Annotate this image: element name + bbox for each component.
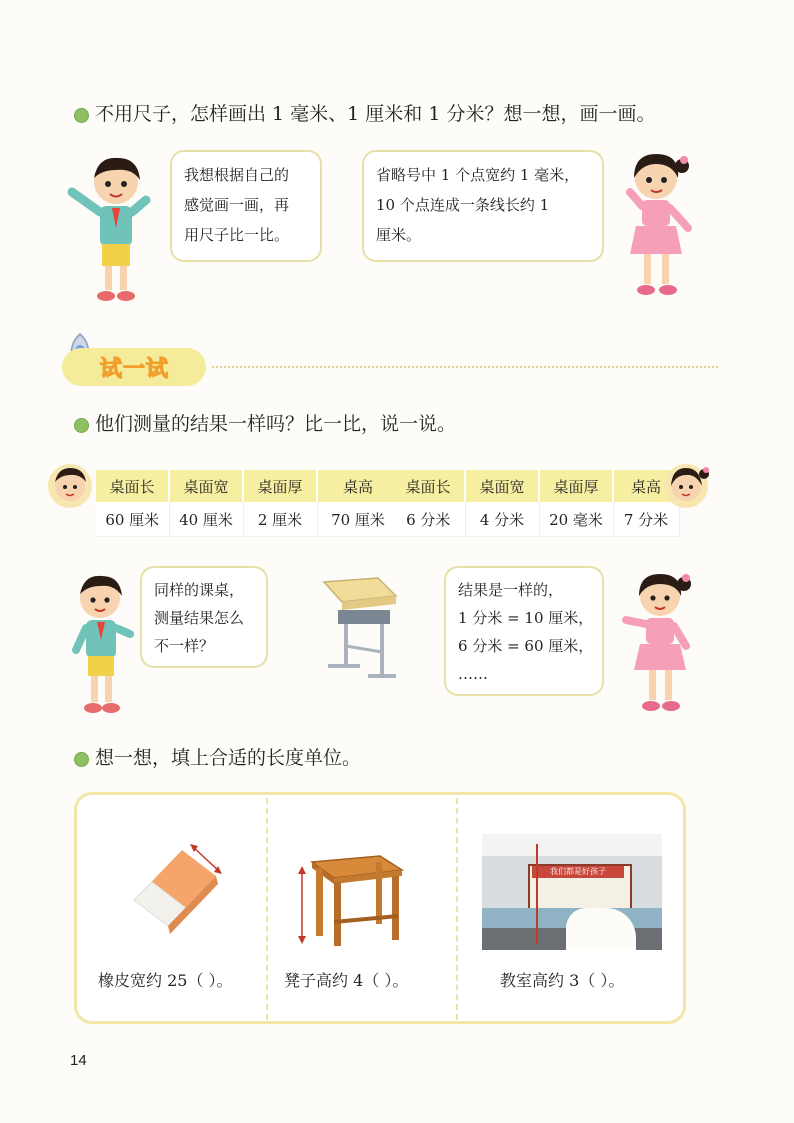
table-header: 桌面长 (392, 470, 465, 502)
bubble-line: 用尺子比一比。 (184, 226, 290, 244)
caption-classroom: 教室高约 3（ ）。 (500, 971, 625, 990)
table-header: 桌面厚 (539, 470, 613, 502)
question-3 (74, 746, 361, 770)
table-cell: 4 分米 (465, 502, 539, 537)
speech-bubble-girl-2 (444, 566, 604, 696)
speech-bubble-boy-1 (170, 150, 322, 262)
bubble-line: 省略号中 1 个点宽约 1 毫米， (376, 166, 580, 184)
dashed-divider (266, 798, 268, 1020)
table-header: 桌高 (317, 470, 399, 502)
bubble-line: 不一样？ (154, 637, 215, 655)
caption-eraser: 橡皮宽约 25（ ）。 (98, 971, 233, 990)
section-title: 试一试 (100, 357, 170, 382)
table-cell: 2 厘米 (243, 502, 317, 537)
girl-illustration (612, 146, 700, 302)
bubble-line: 结果是一样的， (458, 581, 564, 599)
boy-avatar (46, 460, 94, 510)
question-3-text: 想一想，填上合适的长度单位。 (95, 747, 362, 769)
table-cell: 60 厘米 (96, 502, 169, 537)
boy-illustration (66, 150, 162, 310)
page-number: 14 (70, 1052, 87, 1069)
bubble-line: 感觉画一画，再 (184, 196, 290, 214)
bubble-line: 6 分米 = 60 厘米， (458, 637, 594, 655)
classroom-banner: 我们都是好孩子 (532, 866, 624, 878)
bubble-line: …… (458, 665, 488, 683)
eraser-illustration (124, 836, 234, 940)
question-2-text: 他们测量的结果一样吗？比一比，说一说。 (95, 413, 457, 435)
table-header: 桌面宽 (169, 470, 243, 502)
table-header: 桌面厚 (243, 470, 317, 502)
boy-illustration-2 (64, 568, 144, 718)
stool-illustration (290, 846, 410, 950)
bubble-line: 10 个点连成一条线长约 1 (376, 196, 550, 214)
table-cell: 40 厘米 (169, 502, 243, 537)
table-cell: 7 分米 (613, 502, 679, 537)
bullet-icon (74, 418, 89, 433)
speech-bubble-girl-1 (362, 150, 604, 262)
question-2 (74, 412, 456, 436)
desk-illustration (316, 572, 402, 684)
table-cell: 6 分米 (392, 502, 465, 537)
dashed-divider (456, 798, 458, 1020)
bubble-line: 我想根据自己的 (184, 166, 290, 184)
dotted-divider (212, 366, 718, 368)
question-1-text: 不用尺子，怎样画出 1 毫米、1 厘米和 1 分米？想一想，画一画。 (95, 103, 656, 125)
caption-stool: 凳子高约 4（ ）。 (284, 971, 409, 990)
classroom-photo (482, 834, 662, 950)
table-header: 桌面宽 (465, 470, 539, 502)
bubble-line: 同样的课桌， (154, 581, 245, 599)
table-header: 桌高 (613, 470, 679, 502)
question-1 (74, 102, 655, 126)
bullet-icon (74, 752, 89, 767)
table-cell: 20 毫米 (539, 502, 613, 537)
bullet-icon (74, 108, 89, 123)
bubble-line: 测量结果怎么 (154, 609, 245, 627)
speech-bubble-boy-2 (140, 566, 268, 668)
table-cell: 70 厘米 (317, 502, 399, 537)
girl-avatar (662, 460, 712, 510)
measurement-table-left (96, 470, 400, 537)
measurement-table-right (392, 470, 680, 537)
bubble-line: 1 分米 = 10 厘米， (458, 609, 594, 627)
girl-illustration-2 (614, 566, 704, 718)
table-header: 桌面长 (96, 470, 169, 502)
bubble-line: 厘米。 (376, 226, 422, 244)
